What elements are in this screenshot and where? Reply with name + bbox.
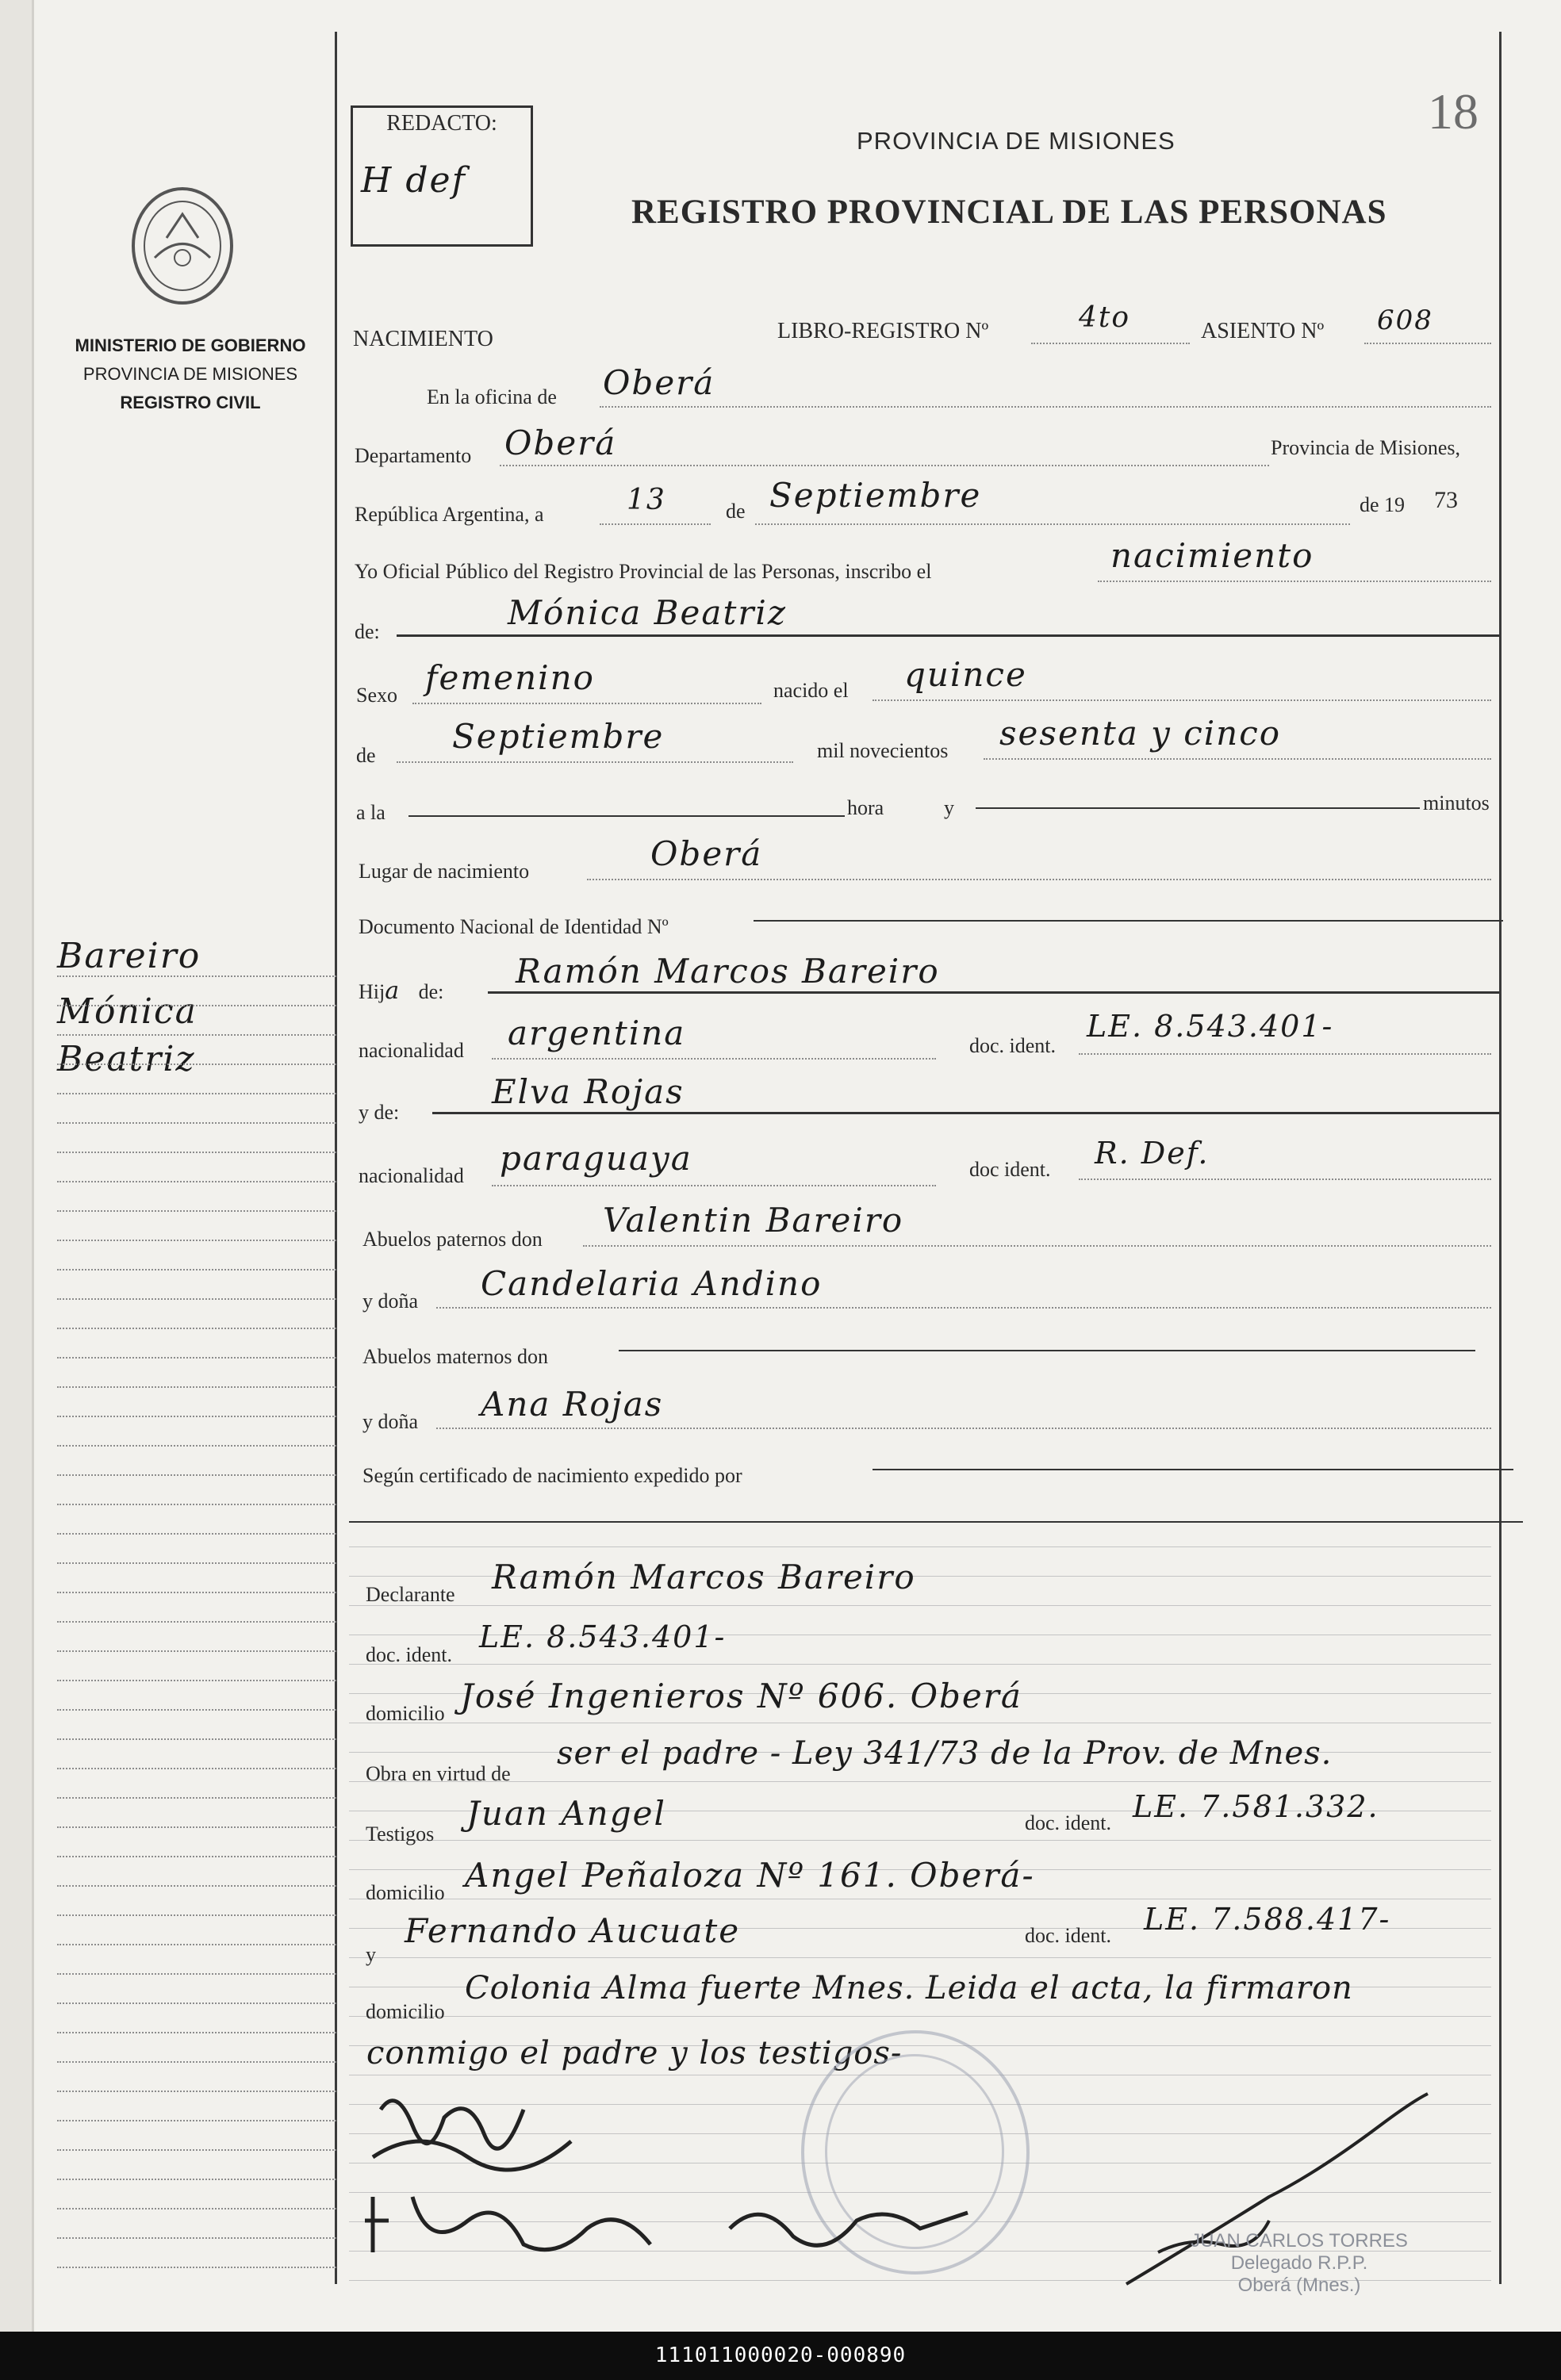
doc-madre-value: R. Def. [1095,1136,1210,1171]
margin-ruled-line [57,1445,336,1447]
abp-dots [583,1245,1491,1247]
hijo-de-label: de: [418,980,444,1003]
nacionalidad-madre-label: nacionalidad [359,1164,464,1187]
nacionalidad-padre-label: nacionalidad [359,1039,464,1062]
asiento-dots [1364,343,1491,344]
libro-value: 4to [1079,301,1131,334]
hijo-prefix: Hij [359,980,385,1003]
de-label: de [726,500,746,523]
left-frame-line [335,32,337,2284]
madre-line [432,1112,1499,1114]
abuelos-maternos-label: Abuelos maternos don [362,1345,548,1368]
abuelo-paterno-value: Valentin Bareiro [603,1201,904,1240]
section-divider-line [349,1521,1523,1523]
official-stamp-text [1180,2230,1418,2297]
ydona1-dots [436,1307,1491,1309]
mil-value: sesenta y cinco [999,714,1282,753]
margin-ruled-line [57,2208,336,2209]
margin-ruled-line [57,1709,336,1711]
republica-label: República Argentina, a [355,503,544,526]
lower-ruled-line [349,2016,1491,2017]
doc-declarante-value: LE. 8.543.401- [479,1619,727,1654]
ministry-heading [48,332,333,417]
doc2-dots [1079,1179,1491,1180]
ala-label: a la [356,801,385,824]
doc-testigo2-label: doc. ident. [1025,1924,1112,1947]
declarant-signature-icon [349,2078,603,2181]
yo-dots [1098,581,1491,582]
y-label: y [944,796,954,819]
margin-ruled-line [57,1210,336,1212]
margin-ruled-line [57,1386,336,1388]
margin-second-name: Beatriz [57,1039,196,1079]
official-place: Oberá (Mnes.) [1237,2275,1361,2296]
margin-ruled-line [57,1738,336,1740]
lugar-value: Oberá [650,834,763,873]
province-label: PROVINCIA DE MISIONES [82,364,298,384]
redacto-box [351,105,533,247]
doc-testigo2-value: LE. 7.588.417- [1144,1902,1391,1937]
abuela-paterna-label: y doña [362,1290,419,1313]
hijo-suffix: a [385,977,401,1005]
lower-ruled-line [349,1664,1491,1665]
doc-testigo1-label: doc. ident. [1025,1811,1112,1834]
obra-value: ser el padre - Ley 341/73 de la Prov. de Mnes. [557,1735,1333,1772]
margin-ruled-line [57,975,336,977]
testigos-label: Testigos [366,1822,435,1845]
doc-declarante-label: doc. ident. [366,1643,453,1666]
birth-month-value: Septiembre [452,717,665,756]
binding-gutter [0,0,34,2332]
sexo-dots [412,703,761,704]
margin-first-name: Mónica [57,991,198,1032]
segun-line [873,1469,1513,1470]
day-dots [600,523,711,525]
doc1-dots [1079,1053,1491,1055]
nacido-dots [873,699,1491,701]
year-value: 73 [1434,487,1458,513]
domicilio-testigo2-value: Colonia Alma fuerte Mnes. Leida el acta, la firmaron [465,1970,1353,2006]
margin-ruled-line [57,1973,336,1975]
domicilio-declarante-value: José Ingenieros Nº 606. Oberá [460,1677,1022,1715]
margin-ruled-line [57,1298,336,1300]
margin-surname: Bareiro [57,936,201,976]
ydona2-dots [436,1428,1491,1429]
year-prefix-label: de 19 [1360,493,1406,516]
abuela-paterna-value: Candelaria Andino [481,1264,823,1303]
segun-certificado-label: Según certificado de nacimiento expedido por [362,1464,742,1487]
padre-line [488,991,1499,994]
departamento-value: Oberá [504,423,617,462]
margin-ruled-line [57,2149,336,2151]
mil-label: mil novecientos [817,739,949,762]
margin-ruled-line [57,2061,336,2063]
asiento-label: ASIENTO Nº [1201,319,1325,343]
page-number: 18 [1428,83,1479,140]
oficina-label: En la oficina de [427,385,557,408]
closing-text: conmigo el padre y los testigos- [366,2035,903,2071]
margin-ruled-line [57,1768,336,1769]
province-title: PROVINCIA DE MISIONES [857,127,1176,155]
redacto-value: H def [361,160,466,201]
birth-de-label: de [356,744,376,767]
official-name: JUAN CARLOS TORRES [1191,2230,1408,2252]
margin-ruled-line [57,1562,336,1564]
padre-value: Ramón Marcos Bareiro [516,952,940,991]
margin-ruled-line [57,2032,336,2033]
departamento-dots [500,465,1269,466]
margin-ruled-line [57,2267,336,2268]
nacido-value: quince [904,655,1027,694]
libro-dots [1031,343,1190,344]
civil-registry-label: REGISTRO CIVIL [120,393,261,412]
nacionalidad-madre-value: paraguaya [500,1139,692,1178]
mil-dots [984,758,1491,760]
ministry-label: MINISTERIO DE GOBIERNO [75,335,306,355]
hijo-label [359,977,443,1005]
departamento-label: Departamento [355,444,472,467]
obra-label: Obra en virtud de [366,1762,511,1785]
margin-ruled-line [57,1093,336,1094]
madre-label: y de: [359,1101,400,1124]
nacionalidad-padre-value: argentina [508,1014,686,1052]
margin-ruled-line [57,1826,336,1828]
dni-label: Documento Nacional de Identidad Nº [359,915,669,938]
margin-ruled-line [57,1416,336,1417]
month-value: Septiembre [769,476,982,515]
margin-ruled-line [57,1944,336,1945]
provincia-label: Provincia de Misiones, [1271,436,1461,459]
margin-ruled-line [57,1621,336,1623]
lower-ruled-line [349,1546,1491,1547]
name-value: Mónica Beatriz [508,593,787,632]
lugar-dots [587,879,1491,880]
yo-oficial-label: Yo Oficial Público del Registro Provincial de las Personas, inscribo el [355,560,932,583]
declarante-label: Declarante [366,1583,455,1606]
margin-ruled-line [57,1357,336,1359]
margin-ruled-line [57,1592,336,1593]
margin-ruled-line [57,1797,336,1799]
margin-ruled-line [57,2120,336,2121]
lugar-label: Lugar de nacimiento [359,860,530,883]
hora-label: hora [847,796,884,819]
margin-ruled-line [57,1034,336,1036]
hora-line [408,815,845,817]
doc-padre-label: doc. ident. [969,1034,1057,1057]
minutos-line [976,807,1420,809]
margin-ruled-line [57,1240,336,1241]
registry-title: REGISTRO PROVINCIAL DE LAS PERSONAS [631,194,1387,231]
sexo-value: femenino [425,658,595,697]
margin-ruled-line [57,1680,336,1681]
right-frame-line [1499,32,1502,2284]
lower-ruled-line [349,1957,1491,1958]
madre-value: Elva Rojas [492,1072,685,1111]
abuelos-paternos-label: Abuelos paternos don [362,1228,543,1251]
margin-ruled-line [57,1328,336,1329]
month-dots [755,523,1350,525]
libro-label: LIBRO-REGISTRO Nº [777,319,989,343]
name-line [397,634,1499,637]
de-name-label: de: [355,620,380,643]
asiento-value: 608 [1377,305,1433,336]
testigo1-value: Juan Angel [466,1794,666,1833]
margin-ruled-line [57,1122,336,1124]
oficina-value: Oberá [603,363,715,402]
margin-ruled-line [57,2237,336,2239]
yo-value: nacimiento [1110,536,1314,575]
lower-ruled-line [349,1605,1491,1606]
witness-signature-icon [365,2181,999,2276]
scan-footer-code: 111011000020-000890 [0,2332,1561,2380]
margin-ruled-line [57,1914,336,1916]
dni-line [754,920,1503,922]
abm-line [619,1350,1475,1351]
domicilio-testigo1-label: domicilio [366,1881,445,1904]
margin-ruled-line [57,1885,336,1887]
doc-padre-value: LE. 8.543.401- [1087,1009,1334,1044]
testigo2-value: Fernando Aucuate [405,1911,741,1950]
day-value: 13 [627,484,666,516]
margin-ruled-line [57,1474,336,1476]
minutos-label: minutos [1423,791,1490,814]
margin-ruled-line [57,1269,336,1270]
margin-ruled-line [57,1181,336,1182]
margin-ruled-line [57,2002,336,2004]
oficina-dots [600,406,1491,408]
redacto-label: REDACTO: [386,111,497,136]
margin-ruled-line [57,1152,336,1153]
margin-ruled-line [57,1064,336,1065]
birth-month-dots [397,761,793,763]
declarante-value: Ramón Marcos Bareiro [492,1558,916,1596]
domicilio-declarante-label: domicilio [366,1702,445,1725]
nacido-label: nacido el [773,679,849,702]
margin-ruled-line [57,1650,336,1652]
nac1-dots [492,1058,936,1060]
margin-ruled-line [57,1533,336,1535]
lower-ruled-line [349,1840,1491,1841]
lower-ruled-line [349,1781,1491,1782]
domicilio-testigo1-value: Angel Peñaloza Nº 161. Oberá- [465,1856,1035,1895]
y-testigo2-label: y [366,1943,376,1966]
abuela-materna-label: y doña [362,1410,419,1433]
coat-of-arms-seal-icon [127,182,238,309]
nac2-dots [492,1185,936,1186]
margin-ruled-line [57,1856,336,1857]
abuela-materna-value: Ana Rojas [481,1385,664,1424]
sexo-label: Sexo [356,684,397,707]
margin-ruled-line [57,2179,336,2180]
official-title: Delegado R.P.P. [1230,2252,1368,2274]
margin-ruled-line [57,1005,336,1006]
doc-madre-label: doc ident. [969,1158,1051,1181]
nacimiento-label: NACIMIENTO [353,327,493,351]
margin-ruled-line [57,2091,336,2092]
margin-ruled-line [57,1504,336,1505]
domicilio-testigo2-label: domicilio [366,2000,445,2023]
doc-testigo1-value: LE. 7.581.332. [1133,1789,1379,1824]
